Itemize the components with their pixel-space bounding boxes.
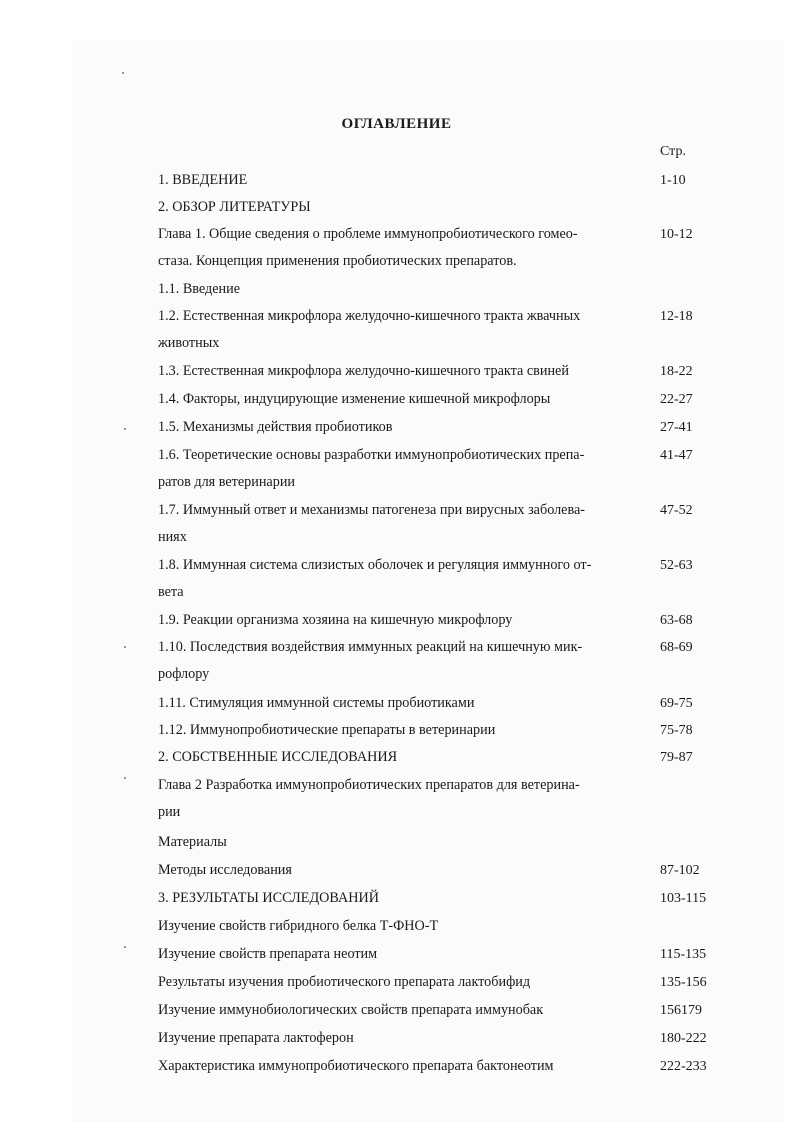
toc-entry (158, 829, 227, 856)
toc-entry-text: 1.7. Иммунный ответ и механизмы патогенеза при вирусных заболева- (158, 502, 586, 518)
toc-entry-text: Характеристика иммунопробиотического препарата бактонеотим (158, 1058, 554, 1074)
toc-entry-text: 2. СОБСТВЕННЫЕ ИССЛЕДОВАНИЯ (158, 749, 398, 765)
toc-entry-text-cont: ниях (158, 529, 187, 545)
toc-entry-page: 41-47 (660, 448, 693, 463)
toc-entry (158, 167, 247, 194)
toc-entry-page: 52-63 (660, 558, 693, 573)
toc-entry-page: 10-12 (660, 227, 693, 242)
toc-entry-page: 180-222 (660, 1031, 707, 1046)
toc-entry (158, 1025, 354, 1052)
toc-entry (158, 690, 474, 717)
toc-entry (158, 885, 379, 912)
toc-entry-text: 1.9. Реакции организма хозяина на кишечную микрофлору (158, 612, 513, 628)
toc-entry-page: 12-18 (660, 309, 693, 324)
toc-entry (158, 772, 580, 826)
toc-entry (158, 414, 392, 441)
toc-entry (158, 442, 584, 496)
toc-entry-text: 1.6. Теоретические основы разработки иммунопробиотических препа- (158, 447, 585, 463)
toc-entry (158, 1053, 554, 1080)
toc-entry-page: 27-41 (660, 420, 693, 435)
toc-entry-page: 79-87 (660, 750, 693, 765)
toc-entry-text: Изучение свойств препарата неотим (158, 946, 378, 962)
toc-entry-text-cont: животных (158, 335, 220, 351)
toc-entry-page: 69-75 (660, 696, 693, 711)
toc-entry-text: 3. РЕЗУЛЬТАТЫ ИССЛЕДОВАНИЙ (158, 890, 379, 906)
toc-entry (158, 194, 311, 221)
toc-entry-text: 1.12. Иммунопробиотические препараты в ветеринарии (158, 722, 496, 738)
toc-entry-page: 156179 (660, 1003, 702, 1018)
toc-entry-text: 1.3. Естественная микрофлора желудочно-кишечного тракта свиней (158, 363, 569, 379)
toc-entry-text: 1.8. Иммунная система слизистых оболочек и регуляция иммунного от- (158, 557, 592, 573)
toc-entry (158, 744, 397, 771)
toc-entry (158, 913, 438, 940)
toc-entry-text-cont: вета (158, 584, 184, 600)
toc-entry (158, 941, 377, 968)
toc-entry-page: 68-69 (660, 640, 693, 655)
toc-entry-text: Изучение препарата лактоферон (158, 1030, 354, 1046)
toc-entry-text: Глава 2 Разработка иммунопробиотических препаратов для ветерина- (158, 777, 580, 793)
page-title: ОГЛАВЛЕНИЕ (341, 116, 452, 132)
toc-entry (158, 717, 495, 744)
toc-entry (158, 221, 578, 275)
toc-entry-text-cont: рофлору (158, 666, 210, 682)
toc-entry (158, 303, 580, 357)
scan-speck (124, 646, 126, 648)
scan-speck (124, 777, 126, 779)
toc-entry (158, 497, 585, 551)
toc-entry-page: 47-52 (660, 503, 693, 518)
toc-entry (158, 607, 512, 634)
toc-entry-page: 87-102 (660, 863, 700, 878)
toc-entry-text: Методы исследования (158, 862, 292, 878)
toc-entry-text: 1.4. Факторы, индуцирующие изменение кишечной микрофлоры (158, 391, 551, 407)
page-column-header: Стр. (660, 144, 686, 159)
toc-entry-text: 1.5. Механизмы действия пробиотиков (158, 419, 393, 435)
scan-speck (122, 72, 124, 74)
scan-speck (124, 946, 126, 948)
toc-entry (158, 857, 292, 884)
toc-entry-text-cont: стаза. Концепция применения пробиотических препаратов. (158, 253, 517, 269)
toc-entry-page: 222-233 (660, 1059, 707, 1074)
toc-entry-text-cont: рии (158, 804, 181, 820)
toc-entry-text: Глава 1. Общие сведения о проблеме иммунопробиотического гомео- (158, 226, 578, 242)
toc-entry-text: Материалы (158, 834, 227, 850)
toc-entry-page: 22-27 (660, 392, 693, 407)
toc-entry-text: 1.11. Стимуляция иммунной системы пробиотиками (158, 695, 475, 711)
toc-entry (158, 386, 550, 413)
toc-entry (158, 358, 569, 385)
toc-entry-text: Изучение свойств гибридного белка Т-ФНО-Т (158, 918, 439, 934)
toc-entry (158, 276, 240, 303)
toc-entry-text: 1.10. Последствия воздействия иммунных реакций на кишечную мик- (158, 639, 583, 655)
toc-entry-page: 115-135 (660, 947, 707, 962)
toc-entry-text-cont: ратов для ветеринарии (158, 474, 296, 490)
toc-entry-page: 18-22 (660, 364, 693, 379)
toc-entry-text: Результаты изучения пробиотического препарата лактобифид (158, 974, 531, 990)
toc-entry-page: 63-68 (660, 613, 693, 628)
toc-entry-text: 2. ОБЗОР ЛИТЕРАТУРЫ (158, 199, 311, 215)
toc-entry-page: 103-115 (660, 891, 707, 906)
toc-entry (158, 997, 543, 1024)
toc-entry (158, 552, 591, 606)
toc-entry-text: 1.1. Введение (158, 281, 241, 297)
toc-entry (158, 634, 582, 688)
toc-entry (158, 969, 530, 996)
toc-entry-text: 1.2. Естественная микрофлора желудочно-кишечного тракта жвачных (158, 308, 581, 324)
toc-entry-page: 1-10 (660, 173, 686, 188)
toc-entry-text: 1. ВВЕДЕНИЕ (158, 172, 248, 188)
toc-entry-page: 75-78 (660, 723, 693, 738)
scan-speck (124, 428, 126, 430)
toc-entry-page: 135-156 (660, 975, 707, 990)
toc-entry-text: Изучение иммунобиологических свойств препарата иммунобак (158, 1002, 544, 1018)
